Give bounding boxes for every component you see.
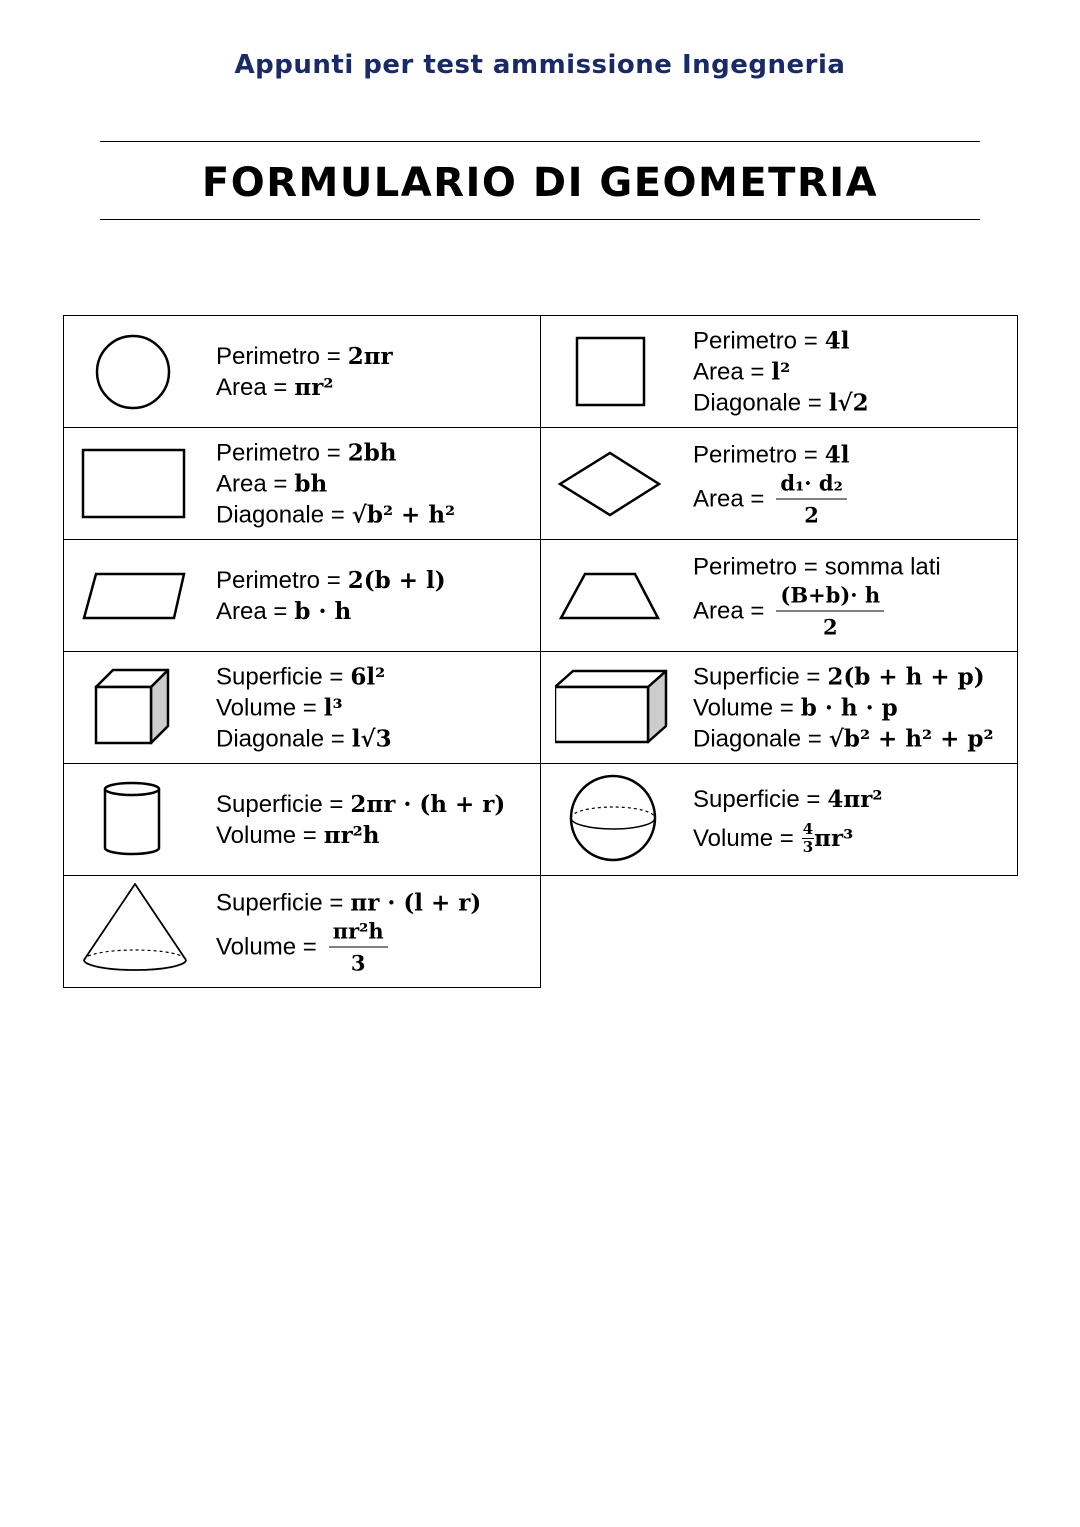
cell-cylinder: [64, 764, 541, 876]
parallelogram-perimeter-label: Perimetro =: [216, 566, 341, 594]
cell-cube: [64, 652, 541, 764]
rhombus-area-denominator: 2: [804, 502, 819, 527]
formula-table: [63, 315, 1018, 988]
rhombus-icon: [555, 428, 690, 539]
cone-volume-numerator: πr²h: [329, 918, 388, 947]
cone-icon: [78, 876, 213, 987]
rectangle-diagonal-label: Diagonale =: [216, 501, 345, 528]
sphere-volume-label: Volume =: [693, 824, 794, 852]
rhombus-area-numerator: d₁· d₂: [776, 470, 846, 499]
cube-volume-label: Volume =: [216, 694, 317, 721]
cell-sphere: [541, 764, 1018, 876]
square-diagonal-label: Diagonale =: [693, 389, 822, 416]
cell-rhombus: [541, 428, 1018, 540]
square-area-formula: l²: [771, 358, 791, 385]
cylinder-surface-formula: 2πr · (h + r): [350, 790, 506, 818]
cone-volume-denominator: 3: [350, 950, 366, 975]
parallelogram-perimeter-formula: 2(b + l): [347, 566, 446, 594]
cylinder-volume-label: Volume =: [216, 821, 317, 849]
cuboid-volume-label: Volume =: [693, 694, 794, 721]
trapezoid-perimeter-formula: somma lati: [824, 553, 941, 580]
cell-circle: [64, 316, 541, 428]
cell-empty: [541, 876, 1018, 988]
sphere-volume-formula: πr³: [814, 824, 854, 852]
cell-cuboid: [541, 652, 1018, 764]
circle-area-formula: πr²: [294, 373, 334, 401]
cone-volume-fraction: [329, 918, 388, 976]
circle-icon: [78, 316, 213, 427]
rhombus-perimeter-label: Perimetro =: [693, 441, 818, 468]
square-perimeter-label: Perimetro =: [693, 327, 818, 354]
cuboid-diagonal-formula: √b² + h² + p²: [828, 725, 994, 752]
rectangle-icon: [78, 428, 213, 539]
cuboid-volume-formula: b · h · p: [800, 694, 898, 721]
parallelogram-area-label: Area =: [216, 597, 288, 625]
cube-diagonal-formula: l√3: [351, 725, 392, 752]
circle-area-label: Area =: [216, 373, 288, 401]
parallelogram-area-formula: b · h: [294, 597, 352, 625]
rhombus-area-fraction: [776, 470, 846, 528]
sphere-volume-fraction: [802, 821, 814, 856]
cone-surface-label: Superficie =: [216, 889, 344, 916]
top-rule: [100, 141, 980, 142]
trapezoid-area-fraction: [776, 582, 884, 640]
cuboid-diagonal-label: Diagonale =: [693, 725, 822, 752]
cylinder-icon: [78, 764, 213, 875]
trapezoid-icon: [555, 540, 690, 651]
cuboid-surface-formula: 2(b + h + p): [827, 663, 985, 690]
cuboid-icon: [555, 652, 690, 763]
square-area-label: Area =: [693, 358, 765, 385]
parallelogram-icon: [78, 540, 213, 651]
header-subtitle: Appunti per test ammissione Ingegneria: [234, 50, 846, 80]
trapezoid-area-numerator: (B+b)· h: [776, 582, 884, 611]
rhombus-area-label: Area =: [693, 485, 765, 513]
trapezoid-area-label: Area =: [693, 597, 765, 625]
cube-surface-formula: 6l²: [350, 663, 386, 690]
cell-trapezoid: [541, 540, 1018, 652]
cone-surface-formula: πr · (l + r): [350, 889, 482, 916]
cylinder-volume-formula: πr²h: [323, 821, 380, 849]
cube-diagonal-label: Diagonale =: [216, 725, 345, 752]
cuboid-surface-label: Superficie =: [693, 663, 821, 690]
circle-perimeter-formula: 2πr: [347, 342, 393, 370]
rhombus-perimeter-formula: 4l: [824, 441, 850, 468]
bottom-rule: [100, 219, 980, 220]
cone-volume-label: Volume =: [216, 933, 317, 961]
cell-cone: [64, 876, 541, 988]
sphere-volume-numerator: 4: [802, 819, 814, 838]
rectangle-area-formula: bh: [294, 470, 328, 497]
rectangle-diagonal-formula: √b² + h²: [351, 501, 456, 528]
rectangle-perimeter-label: Perimetro =: [216, 439, 341, 466]
cylinder-surface-label: Superficie =: [216, 790, 344, 818]
cube-icon: [78, 652, 213, 763]
sphere-volume-denominator: 3: [802, 837, 814, 856]
page-title: FORMULARIO DI GEOMETRIA: [201, 160, 879, 206]
cube-volume-formula: l³: [323, 694, 343, 721]
circle-perimeter-label: Perimetro =: [216, 342, 341, 370]
square-icon: [555, 316, 690, 427]
rectangle-perimeter-formula: 2bh: [347, 439, 397, 466]
rectangle-area-label: Area =: [216, 470, 288, 497]
trapezoid-area-denominator: 2: [822, 614, 838, 639]
cube-surface-label: Superficie =: [216, 663, 344, 690]
square-diagonal-formula: l√2: [828, 389, 869, 416]
sphere-surface-formula: 4πr²: [827, 785, 883, 813]
trapezoid-perimeter-label: Perimetro =: [693, 553, 818, 580]
sphere-icon: [555, 764, 690, 875]
cell-square: [541, 316, 1018, 428]
cell-rectangle: [64, 428, 541, 540]
cell-parallelogram: [64, 540, 541, 652]
sphere-surface-label: Superficie =: [693, 785, 821, 813]
square-perimeter-formula: 4l: [824, 327, 850, 354]
